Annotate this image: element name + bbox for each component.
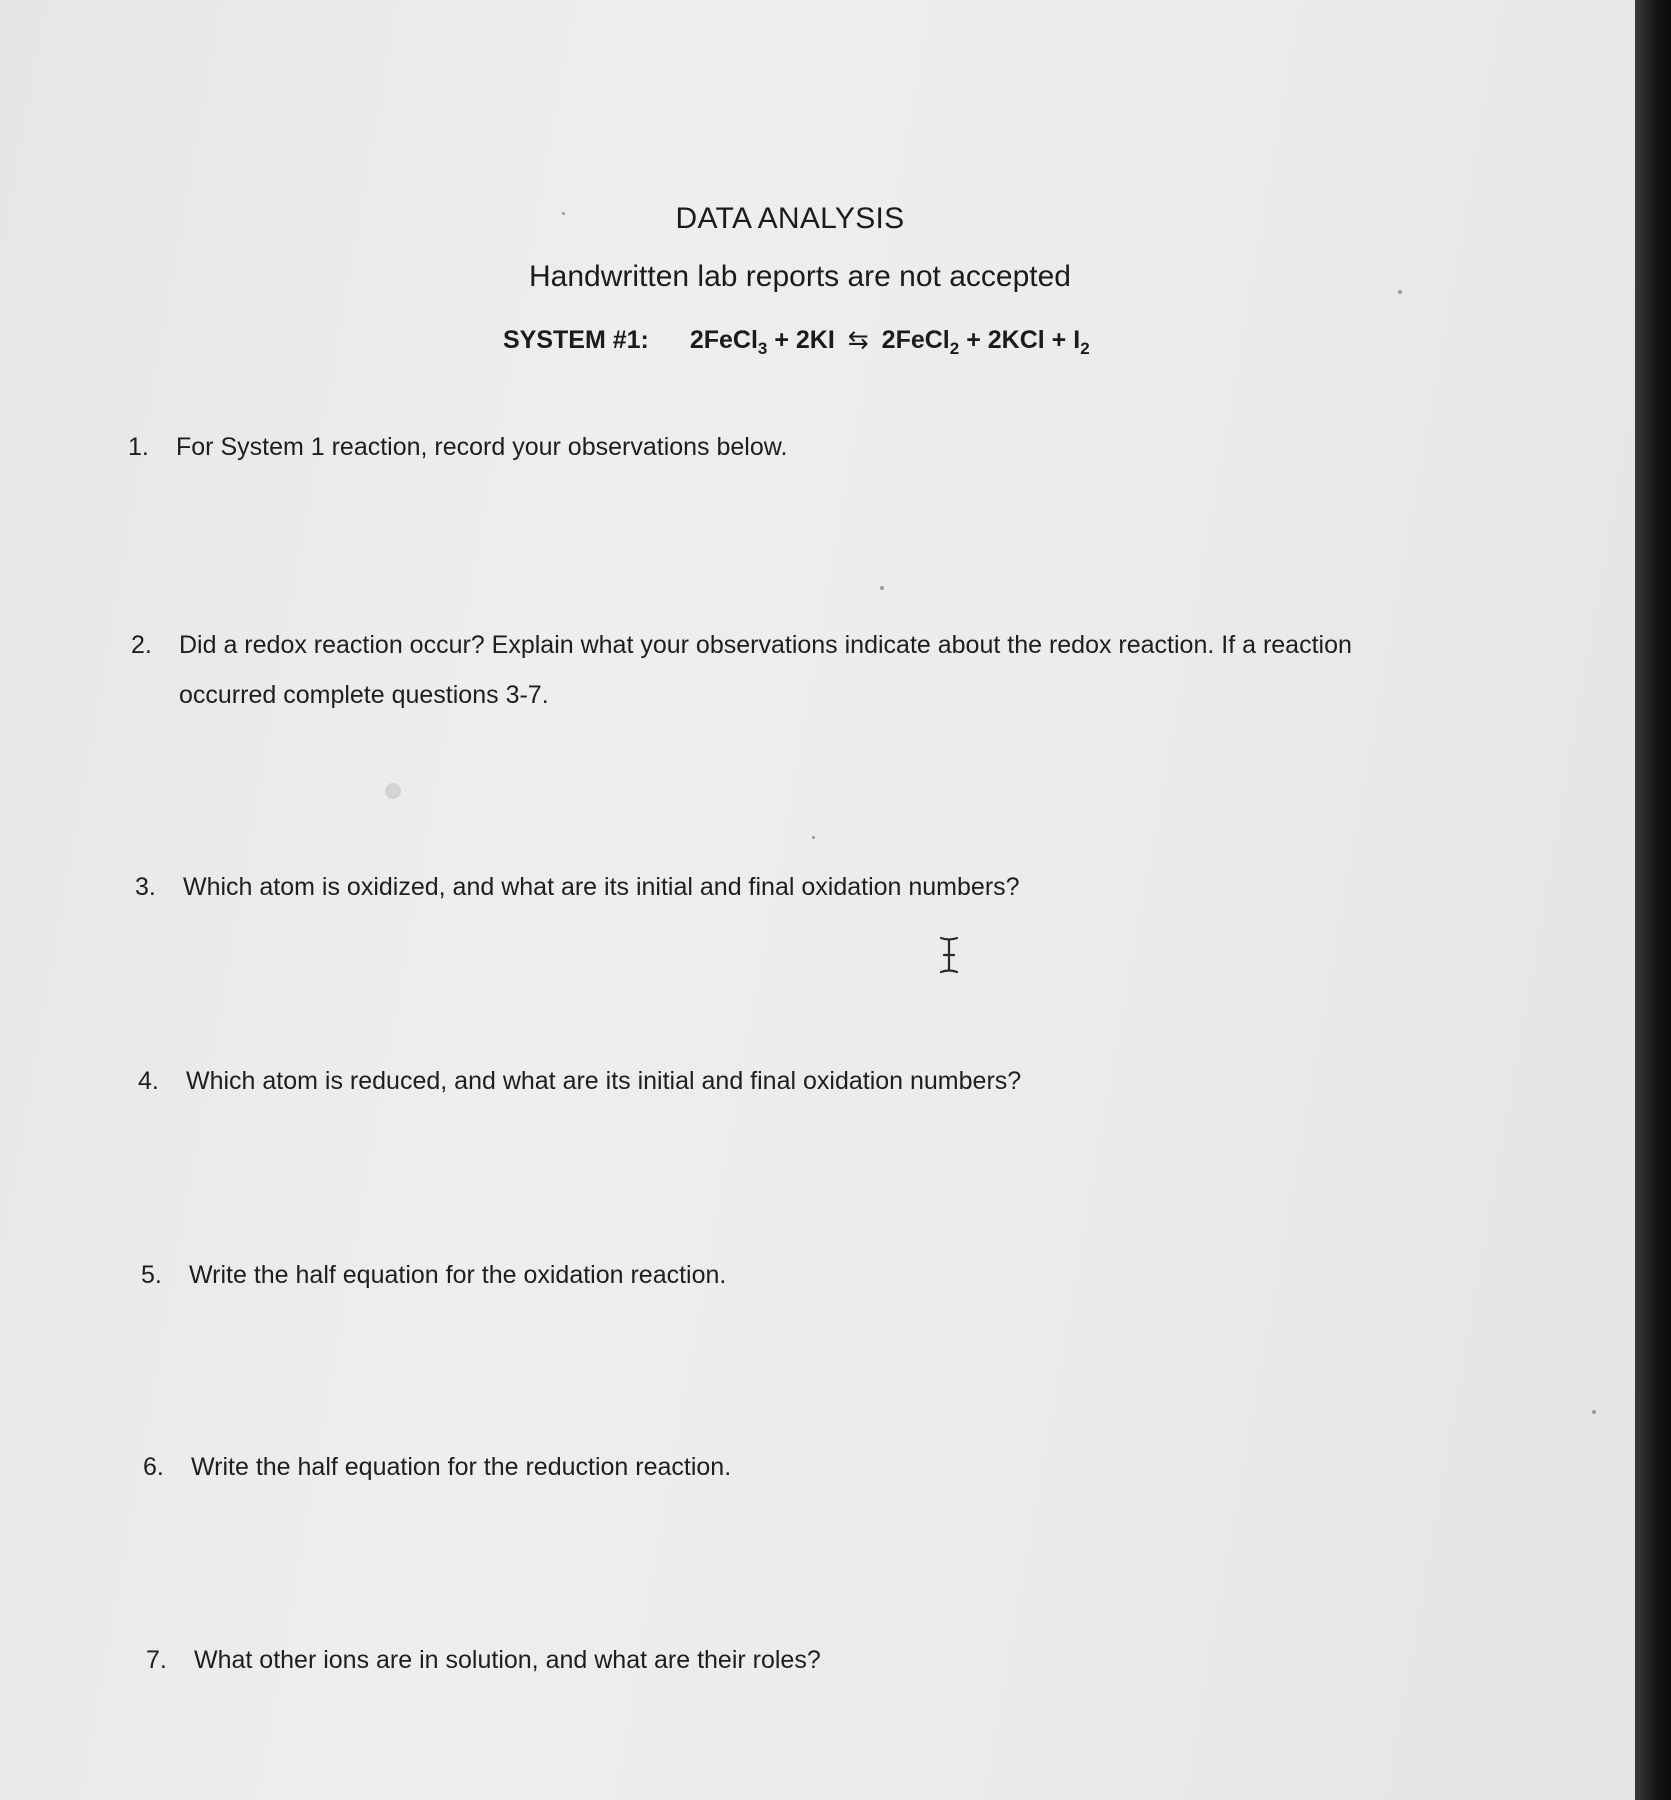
product-kcl: 2KCl	[987, 326, 1045, 354]
paper-speck	[812, 836, 815, 839]
text-cursor-icon	[938, 936, 960, 974]
system-equation-line	[503, 325, 1090, 359]
background-edge	[1635, 0, 1671, 1800]
question-number: 5.	[141, 1261, 162, 1289]
product-fecl2-base: 2FeCl	[881, 326, 950, 354]
chemical-equation	[689, 326, 1090, 358]
question-4	[138, 1056, 1021, 1106]
question-5	[141, 1250, 726, 1300]
paper-speck	[1398, 290, 1402, 294]
product-i2-base: I	[1073, 326, 1081, 354]
question-number: 1.	[128, 433, 149, 461]
paper-speck	[1592, 1410, 1596, 1414]
paper-speck	[385, 783, 401, 799]
product-fecl2-subscript: 2	[949, 339, 960, 358]
reactant-ki: 2KI	[795, 326, 835, 354]
reactant-fecl3-base: 2FeCl	[689, 326, 758, 354]
product-i2-subscript: 2	[1080, 339, 1090, 358]
question-text: For System 1 reaction, record your observations below.	[176, 433, 788, 461]
paper-speck	[880, 586, 884, 590]
question-2	[131, 620, 1352, 720]
question-3	[135, 862, 1020, 912]
question-text: Which atom is oxidized, and what are its initial and final oxidation numbers?	[183, 873, 1020, 901]
question-text: Write the half equation for the oxidation reaction.	[189, 1261, 727, 1289]
question-number: 6.	[143, 1453, 164, 1481]
question-number: 4.	[138, 1067, 159, 1095]
question-text: Which atom is reduced, and what are its initial and final oxidation numbers?	[186, 1067, 1022, 1095]
page-subtitle: Handwritten lab reports are not accepted	[529, 260, 1071, 293]
page-title: DATA ANALYSIS	[675, 202, 905, 235]
question-number: 7.	[146, 1646, 167, 1674]
plus-sign: +	[774, 326, 789, 354]
reactant-fecl3-subscript: 3	[757, 339, 768, 358]
product-fecl2	[881, 326, 960, 358]
question-number: 3.	[135, 873, 156, 901]
question-text-block	[179, 620, 1352, 720]
plus-sign: +	[966, 326, 981, 354]
question-1	[128, 422, 787, 472]
question-number: 2.	[131, 631, 152, 659]
plus-sign: +	[1051, 326, 1067, 354]
system-label: SYSTEM #1:	[503, 326, 649, 354]
equilibrium-arrow-icon: ⇆	[847, 326, 869, 354]
question-text: Write the half equation for the reduction reaction.	[191, 1453, 732, 1481]
question-text: Did a redox reaction occur? Explain what your observations indicate about the redox reaction. If a reaction	[179, 631, 1352, 659]
product-i2	[1073, 326, 1090, 358]
question-text-line2: occurred complete questions 3-7.	[179, 681, 549, 709]
question-7	[146, 1635, 821, 1685]
reactant-fecl3	[689, 326, 768, 358]
question-text: What other ions are in solution, and what are their roles?	[194, 1646, 821, 1674]
question-6	[143, 1442, 731, 1492]
paper-speck	[562, 212, 565, 215]
